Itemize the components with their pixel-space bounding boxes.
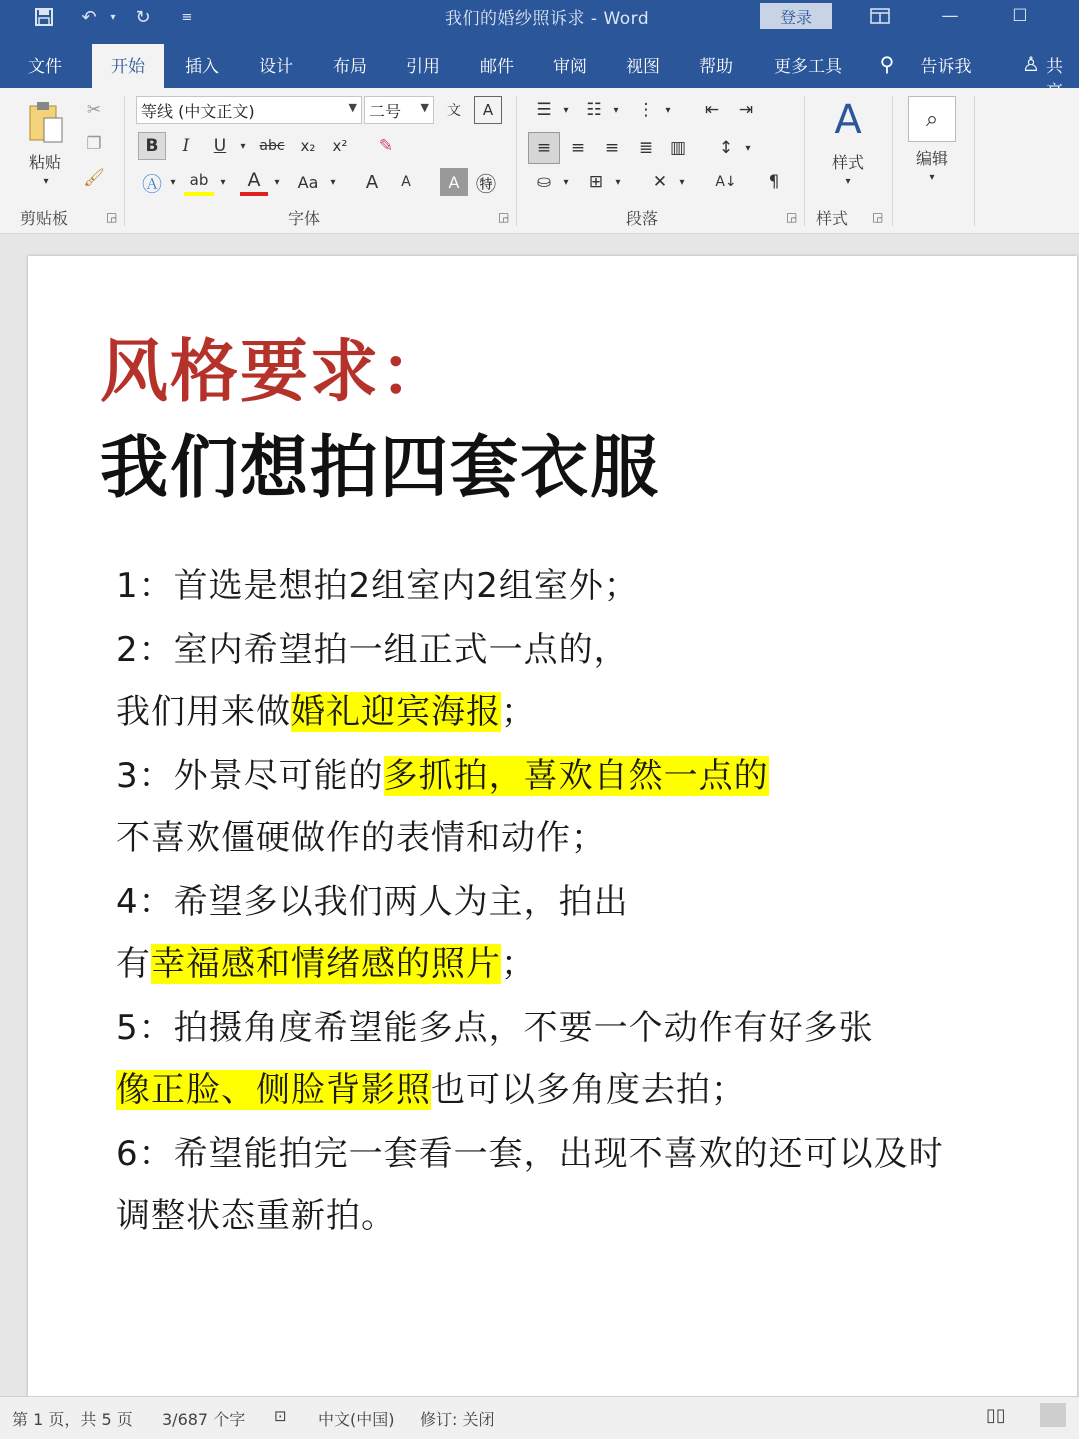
change-case-button[interactable]: Aa xyxy=(297,172,319,192)
paste-icon[interactable] xyxy=(22,98,70,148)
styles-group-label: 样式 xyxy=(816,209,849,228)
increase-indent-icon[interactable]: ⇥ xyxy=(738,100,754,120)
tab-mailings[interactable]: 邮件 xyxy=(480,57,514,77)
styles-icon[interactable]: A xyxy=(834,97,862,143)
character-shading-icon[interactable]: A xyxy=(440,168,468,196)
user-icon[interactable]: ♙ xyxy=(1022,52,1040,76)
underline-button[interactable]: U xyxy=(213,136,227,156)
sort-icon[interactable]: A↓ xyxy=(715,174,737,190)
tab-help[interactable]: 帮助 xyxy=(699,57,733,77)
line-text: ； xyxy=(501,944,536,984)
undo-icon[interactable]: ↶ xyxy=(81,6,97,28)
tab-view[interactable]: 视图 xyxy=(626,57,660,77)
chevron-down-icon: ▼ xyxy=(348,101,357,114)
shading-dropdown-icon[interactable]: ▾ xyxy=(563,176,569,188)
separator xyxy=(804,96,805,226)
numbering-dropdown-icon[interactable]: ▾ xyxy=(613,104,619,116)
paragraph-launcher-icon[interactable]: ◲ xyxy=(786,210,798,224)
line-text: 有 xyxy=(116,944,151,984)
search-icon[interactable]: ⌕ xyxy=(908,96,956,142)
line-text: ； xyxy=(501,692,536,732)
line-text: 也可以多角度去拍； xyxy=(431,1070,746,1110)
highlighted-text: 像正脸、侧脸背影照 xyxy=(116,1070,431,1110)
save-icon[interactable] xyxy=(28,4,60,30)
highlighted-text: 婚礼迎宾海报 xyxy=(291,692,501,732)
font-group-label: 字体 xyxy=(288,209,321,228)
multilevel-list-icon[interactable]: ⋮ xyxy=(637,100,655,120)
grow-font-button[interactable]: A xyxy=(365,171,379,193)
restore-button[interactable]: ☐ xyxy=(1012,6,1028,26)
separator xyxy=(974,96,975,226)
list-item xyxy=(116,810,606,859)
line-text: 不喜欢僵硬做作的表情和动作； xyxy=(116,818,606,858)
print-layout-icon[interactable] xyxy=(1040,1403,1066,1427)
superscript-button[interactable]: x² xyxy=(332,137,348,155)
line-text: 2：室内希望拍一组正式一点的， xyxy=(116,630,629,670)
multilevel-dropdown-icon[interactable]: ▾ xyxy=(665,104,671,116)
page-count[interactable]: 第 1 页，共 5 页 xyxy=(12,1410,133,1429)
font-launcher-icon[interactable]: ◲ xyxy=(498,210,510,224)
tab-design[interactable]: 设计 xyxy=(259,57,293,77)
distributed-icon[interactable]: ▥ xyxy=(669,138,687,158)
list-item xyxy=(116,748,769,797)
font-color-icon[interactable]: A xyxy=(240,168,268,196)
highlight-dropdown-icon[interactable]: ▾ xyxy=(220,176,226,188)
line-spacing-dropdown-icon[interactable]: ▾ xyxy=(745,142,751,154)
format-painter-icon[interactable]: 🖌 xyxy=(83,168,105,188)
decrease-indent-icon[interactable]: ⇤ xyxy=(704,100,720,120)
align-center-icon[interactable]: ≡ xyxy=(570,138,586,158)
document-page[interactable] xyxy=(28,256,1077,1398)
enclose-characters-icon[interactable]: ㊕ xyxy=(476,171,496,196)
phonetic-guide-icon[interactable]: 文 xyxy=(447,103,461,119)
bold-button[interactable]: B xyxy=(138,132,166,160)
text-effects-dropdown-icon[interactable]: ▾ xyxy=(170,176,176,188)
editing-dropdown-icon[interactable]: ▾ xyxy=(929,171,935,183)
outfits-heading: 我们想拍四套衣服 xyxy=(100,429,661,508)
undo-dropdown-icon[interactable]: ▾ xyxy=(110,11,116,23)
clipboard-launcher-icon[interactable]: ◲ xyxy=(106,210,118,224)
tab-layout[interactable]: 布局 xyxy=(333,57,367,77)
font-name-value: 等线 (中文正文) xyxy=(141,101,255,121)
line-text: 6：希望能拍完一套看一套，出现不喜欢的还可以及时 xyxy=(116,1134,944,1174)
show-formatting-marks-icon[interactable]: ¶ xyxy=(768,172,780,192)
font-size-combo[interactable] xyxy=(364,96,434,124)
cut-icon[interactable]: ✂ xyxy=(86,100,102,120)
font-size-value: 二号 xyxy=(369,101,402,121)
tab-more-tools[interactable]: 更多工具 xyxy=(774,57,842,77)
word-count[interactable]: 3/687 个字 xyxy=(162,1410,246,1429)
tab-review[interactable]: 审阅 xyxy=(553,57,587,77)
underline-dropdown-icon[interactable]: ▾ xyxy=(240,140,246,152)
text-effects-icon[interactable]: Ⓐ xyxy=(142,171,162,196)
list-item xyxy=(116,1062,746,1111)
subscript-button[interactable]: x₂ xyxy=(300,137,316,155)
title-bar xyxy=(0,0,1079,36)
list-item xyxy=(116,558,639,607)
shading-icon[interactable]: ⛀ xyxy=(536,172,552,192)
status-bar xyxy=(0,1396,1079,1439)
styles-launcher-icon[interactable]: ◲ xyxy=(872,210,884,224)
list-item xyxy=(116,1000,874,1049)
change-case-dropdown-icon[interactable]: ▾ xyxy=(330,176,336,188)
tab-insert[interactable]: 插入 xyxy=(185,57,219,77)
paste-dropdown-icon[interactable]: ▾ xyxy=(43,175,49,187)
line-text: 我们用来做 xyxy=(116,692,291,732)
paragraph-group-label: 段落 xyxy=(626,209,659,228)
chinese-layout-dropdown-icon[interactable]: ▾ xyxy=(679,176,685,188)
font-color-dropdown-icon[interactable]: ▾ xyxy=(274,176,280,188)
line-text: 调整状态重新拍。 xyxy=(116,1196,396,1236)
clear-formatting-icon[interactable]: ✎ xyxy=(378,136,394,156)
list-item xyxy=(116,1188,396,1237)
lightbulb-icon[interactable]: ⚲ xyxy=(879,52,895,76)
document-area xyxy=(0,234,1079,1396)
borders-icon[interactable]: ⊞ xyxy=(588,172,604,192)
styles-button[interactable]: 样式 xyxy=(831,152,864,172)
numbering-icon[interactable]: ☷ xyxy=(586,100,602,120)
align-left-icon[interactable]: ≡ xyxy=(528,132,560,164)
paste-button[interactable]: 粘贴 xyxy=(28,152,61,172)
clipboard-group-label: 剪贴板 xyxy=(20,209,69,228)
track-changes-status[interactable]: 修订: 关闭 xyxy=(420,1410,495,1429)
ribbon-display-options-icon[interactable] xyxy=(860,2,900,30)
ribbon xyxy=(0,88,1079,234)
share-button[interactable]: 共 xyxy=(1046,57,1063,77)
chinese-layout-icon[interactable]: ✕ xyxy=(652,172,668,192)
ribbon-tabs xyxy=(0,36,1079,88)
tab-file[interactable]: 文件 xyxy=(28,57,62,77)
list-item xyxy=(116,874,629,923)
styles-dropdown-icon[interactable]: ▾ xyxy=(845,175,851,187)
list-item xyxy=(116,936,536,985)
highlight-color-icon[interactable]: ab xyxy=(184,168,214,196)
highlighted-text: 多抓拍，喜欢自然一点的 xyxy=(383,756,769,796)
justify-icon[interactable]: ≣ xyxy=(638,138,654,158)
line-spacing-icon[interactable]: ↕ xyxy=(718,138,734,158)
window-title: 我们的婚纱照诉求 - Word xyxy=(445,9,650,29)
proofing-icon[interactable]: ⊡ xyxy=(274,1407,287,1425)
list-item xyxy=(116,684,536,733)
minimize-button[interactable]: — xyxy=(941,6,959,26)
copy-icon[interactable]: ❐ xyxy=(86,134,102,154)
separator xyxy=(124,96,125,226)
font-name-combo[interactable] xyxy=(136,96,362,124)
customize-quick-access-icon[interactable]: ≡ xyxy=(181,9,193,25)
italic-button[interactable]: I xyxy=(182,136,190,156)
login-button[interactable]: 登录 xyxy=(760,3,832,29)
style-heading: 风格要求： xyxy=(100,333,451,412)
line-text: 1：首选是想拍2组室内2组室外； xyxy=(116,566,639,606)
bullets-dropdown-icon[interactable]: ▾ xyxy=(563,104,569,116)
tell-me-search[interactable]: 告诉我 xyxy=(920,57,972,77)
tab-references[interactable]: 引用 xyxy=(406,57,440,77)
borders-dropdown-icon[interactable]: ▾ xyxy=(615,176,621,188)
align-right-icon[interactable]: ≡ xyxy=(604,138,620,158)
editing-button[interactable]: 编辑 xyxy=(915,148,948,168)
separator xyxy=(516,96,517,226)
chevron-down-icon: ▼ xyxy=(420,101,429,114)
language-indicator[interactable]: 中文(中国) xyxy=(318,1410,395,1429)
shrink-font-button[interactable]: A xyxy=(401,174,411,190)
list-item xyxy=(116,622,629,671)
bullets-icon[interactable]: ☰ xyxy=(536,100,552,120)
redo-icon[interactable]: ↻ xyxy=(135,6,151,28)
character-border-icon[interactable]: A xyxy=(474,96,502,124)
highlighted-text: 幸福感和情绪感的照片 xyxy=(151,944,501,984)
line-text: 4：希望多以我们两人为主，拍出 xyxy=(116,882,629,922)
strikethrough-button[interactable]: abc xyxy=(259,138,285,154)
line-text: 3：外景尽可能的 xyxy=(116,756,384,796)
list-item xyxy=(116,1126,944,1175)
separator xyxy=(892,96,893,226)
line-text: 5：拍摄角度希望能多点，不要一个动作有好多张 xyxy=(116,1008,874,1048)
tab-home[interactable]: 开始 xyxy=(92,44,164,88)
read-mode-icon[interactable]: ▯▯ xyxy=(986,1405,1006,1426)
